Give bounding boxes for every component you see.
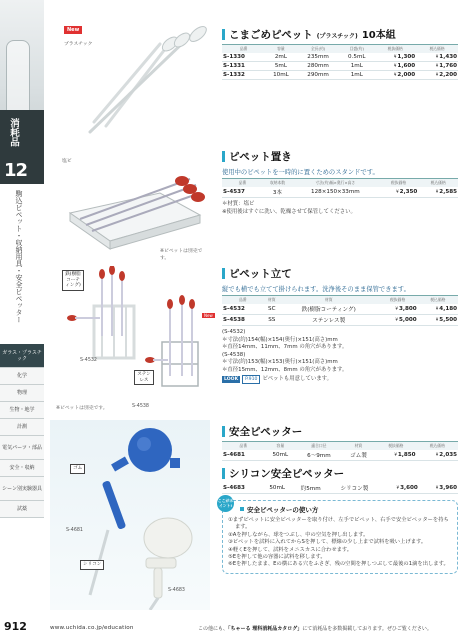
price-in: ¥2,035 [417,450,458,461]
product-code: S-4532 [222,304,263,315]
capacity: 50mL [262,483,292,494]
table-row [222,315,458,326]
col-header: 税込価格 [417,442,458,451]
pipette-illustration [50,22,210,140]
category-item[interactable]: 電気パーツ・部品 [0,436,44,460]
page-number: 912 [4,620,27,633]
length: 290mm [297,71,339,80]
product-code: S-4683 [222,483,262,494]
silicone-spec-table [222,483,458,494]
col-header: 税抜価格 [374,45,416,54]
price-in: ¥4,180 [418,304,458,315]
col-header: 品番 [222,296,263,305]
bore: 約5mm [292,483,329,494]
look-text: ピペットも用意しています。 [262,375,332,382]
mat-code: SS [263,315,280,326]
table-row [222,187,458,198]
price-ex: ¥3,600 [380,483,419,494]
rack-lede: 縦でも横でも立てて掛けられます。洗浄後そのまま保管できます。 [222,286,410,293]
usage-step: ④軽くEを押して、試料をメニスカスに合わせます。 [228,546,353,553]
heading-bar [222,29,225,40]
heading-bar [222,468,225,479]
rack-caption-left: S-4532 [80,358,97,363]
stand-spec-table [222,178,458,198]
price-in: ¥5,500 [418,315,458,326]
table-row [222,483,458,494]
table-row [222,304,458,315]
pipette-title-extra: 10本組 [361,30,396,41]
rack-caption-note: ※ピペットは別売です。 [56,406,108,411]
rack-spec-table [222,295,458,326]
filler-info [217,424,458,574]
look-label: LOOK [224,376,239,382]
rack-title: ピペット立て [229,268,292,280]
section-vertical-text: 駒込ピペット・収納用具・安全ピペッター [15,190,23,323]
product-code: S-4538 [222,315,263,326]
col-header: 全長(約) [297,45,339,54]
footer-note [198,625,432,632]
filler-illustration [50,420,210,610]
material-tag: シリコン [80,560,104,570]
scale: 1mL [339,62,374,71]
footer-note-prefix: この他にも、 [198,626,229,632]
category-item[interactable]: 計測 [0,419,44,436]
size: 128×150×33mm [292,187,379,198]
heading-bar [222,426,225,437]
usage-step: ②Aを押しながら、球をつぶし、中の空気を押し出します。 [228,531,369,538]
silicone-heading [222,466,458,481]
price-ex: ¥1,300 [374,53,416,62]
category-item[interactable]: 物理 [0,385,44,402]
pipette-heading [222,26,458,42]
col-header: 寸法(約)幅×奥行×高さ [292,179,379,188]
table-row [222,450,458,461]
table-header-row [222,179,458,188]
filler-heading [222,424,458,439]
price-ex: ¥3,800 [377,304,417,315]
stand-image [50,145,210,261]
note-line: (S-4532) [222,329,246,335]
price-in: ¥1,760 [416,62,458,71]
bore: 6〜9mm [296,450,342,461]
material: ゴム製 [342,450,375,461]
category-item[interactable]: 安全・収納 [0,460,44,477]
rack-notes [222,329,458,384]
note-line: ＊寸法(約)153(幅)×153(奥行)×151(高さ)mm [222,359,338,366]
rack-info [222,266,458,384]
col-header: 適合口径 [296,442,342,451]
usage-step: ①まずピペットに安全ピペッターを取り付け、左手でピペット、右手で安全ピペッターを持ちます。 [228,517,449,531]
scale: 1mL [339,71,374,80]
table-row [222,53,458,62]
price-ex: ¥1,850 [375,450,416,461]
pipette-title: こまごめピペット [229,29,313,41]
product-code: S-1331 [222,62,265,71]
table-header-row [222,45,458,54]
pipette-section [50,22,458,140]
material-tag: ゴム [70,464,85,474]
pipette-spec-table [222,44,458,80]
stand-title: ピペット置き [229,151,292,163]
rack-illustration [50,266,210,406]
price-in: ¥2,200 [416,71,458,80]
note-line: ＊材質：塩ビ [222,201,255,207]
note-line: ＊直径15mm、12mm、8mm の角穴があります。 [222,366,348,373]
table-header-row [222,296,458,305]
col-header: 材質 [263,296,280,305]
table-row [222,71,458,80]
table-row [222,62,458,71]
category-nav [0,344,44,518]
col-header: 容量 [265,45,297,54]
rack-image [50,262,210,412]
usage-title: 安全ピペッターの使い方 [240,505,452,514]
col-header: 品番 [222,442,265,451]
stand-illustration [50,153,210,253]
table-header-row [222,442,458,451]
scale: 0.5mL [339,53,374,62]
usage-step: ⑥Eを押したまま、Eの横にある穴をふさぎ、残の空間を押しつぶして最後の1滴を出します。 [228,561,449,568]
point-badge: ここがポイント! [217,495,234,512]
rack-caption-right: S-4538 [132,404,149,409]
pipette-info [222,26,458,80]
col-header: 税抜価格 [377,296,417,305]
heading-bar [222,151,225,162]
capacity: 10mL [265,71,297,80]
category-item[interactable]: 化学 [0,368,44,385]
product-code: S-4681 [222,450,265,461]
price-in: ¥1,430 [416,53,458,62]
col-header: 材質 [280,296,377,305]
col-header: 品番 [222,45,265,54]
filler-spec-table [222,441,458,461]
product-code: S-4537 [222,187,263,198]
col-header: 税抜価格 [379,179,419,188]
material: ステンレス製 [280,315,377,326]
material-tag: 塩ビ [62,159,72,164]
price-ex: ¥2,350 [379,187,419,198]
new-tag: New [204,313,213,318]
pipette-title-sub: (プラスチック) [316,33,358,40]
note-line: (S-4538) [222,351,246,358]
capacity: 50mL [265,450,296,461]
category-item[interactable]: ガラス・プラスチック [0,344,44,368]
footer-note-suffix: にて消耗品を多数掲載しております。ぜひご覧ください。 [302,626,432,632]
product-code: S-1330 [222,53,265,62]
count: 3本 [263,187,292,198]
filler-title: 安全ピペッター [229,426,303,438]
stand-notes [222,201,458,216]
pipette-image [50,22,210,140]
capacity: 2mL [265,53,297,62]
stand-info [222,149,458,216]
col-header: 材質 [342,442,375,451]
category-item[interactable]: 生物・地学 [0,402,44,419]
usage-steps [228,517,452,569]
footer-url[interactable]: www.uchida.co.jp/education [50,625,134,631]
material: シリコン製 [329,483,379,494]
col-header: 税込価格 [418,296,458,305]
filler-caption: S-4681 [66,528,83,533]
material-tag: プラスチック [64,42,93,47]
stand-heading [222,149,458,164]
mat-code: SC [263,304,280,315]
usage-step: ③ピペットを試料に入れてからSを押して、標線の少し上まで試料を吸い上げます。 [228,539,427,546]
stand-lede: 使用中のピペットを一時的に置くためのスタンドです。 [222,169,379,176]
col-header: 品番 [222,179,263,188]
capacity: 5mL [265,62,297,71]
look-page-link[interactable]: P.910 [242,375,260,385]
price-in: ¥2,585 [418,187,458,198]
silicone-caption: S-4683 [168,588,185,593]
col-header: 目盛(約) [339,45,374,54]
length: 280mm [297,62,339,71]
material-tag: ステンレス [134,370,154,385]
filler-image [50,420,210,610]
category-item[interactable]: シーン別実験器具 [0,477,44,501]
col-header: 税込価格 [416,45,458,54]
usage-step: ⑤Eを押して他の容器に試料を移します。 [228,554,326,561]
stand-caption: ※ピペットは別売です。 [160,249,203,261]
length: 235mm [297,53,339,62]
note-line: ※使用後はすぐに洗い、乾燥させて保管してください。 [222,208,356,215]
section-label: 消耗品 [8,118,19,147]
filler-section [50,420,458,610]
note-line: ＊寸法(約)154(幅)×154(奥行)×151(高さ)mm [222,336,338,343]
col-header: 税込価格 [418,179,458,188]
usage-box [217,498,458,574]
price-in: ¥3,960 [419,483,458,494]
catalog-name: 「ちゃーる 理科消耗品カタログ」 [228,626,303,632]
product-code: S-1332 [222,71,265,80]
price-ex: ¥2,000 [374,71,416,80]
new-badge: New [64,26,82,34]
col-header: 税抜価格 [375,442,416,451]
rack-section [50,262,458,412]
section-number: 12 [4,160,28,181]
note-line: ＊直径14mm、11mm、7mm の角穴があります。 [222,344,348,351]
category-item[interactable]: 試薬 [0,501,44,518]
price-ex: ¥5,000 [377,315,417,326]
stand-section [50,145,458,261]
heading-bar [222,268,225,279]
rack-heading [222,266,458,281]
silicone-title: シリコン安全ピペッター [229,468,345,480]
material: 鉄(樹脂コーティング) [280,304,377,315]
price-ex: ¥1,600 [374,62,416,71]
look-line [222,375,458,385]
col-header: 収納本数 [263,179,292,188]
material-tag: 鉄(樹脂コーティング) [62,270,84,291]
col-header: 容量 [265,442,296,451]
left-rail [0,0,44,644]
